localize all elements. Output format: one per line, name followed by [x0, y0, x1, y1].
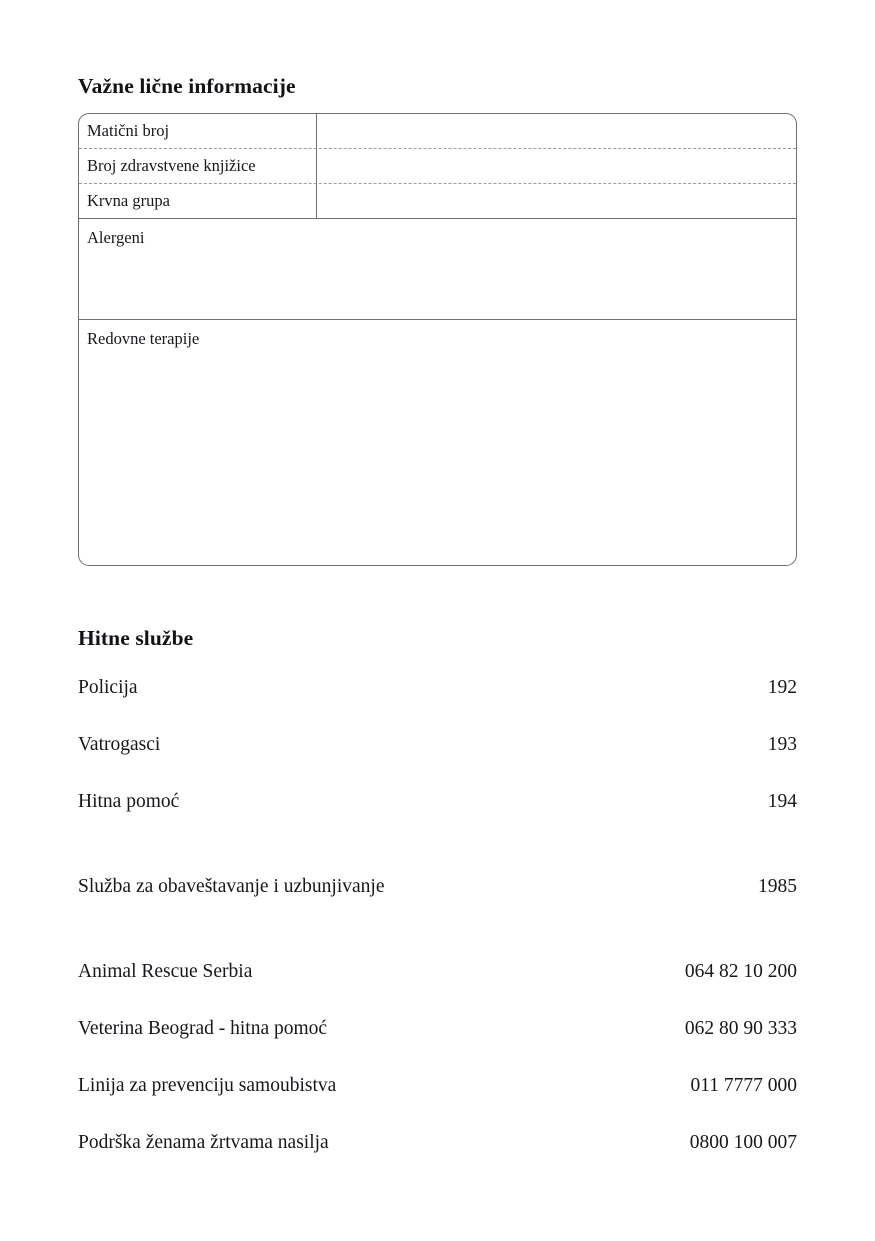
- contact-number: 192: [767, 677, 797, 698]
- contact-number: 1985: [758, 876, 797, 897]
- list-item: [78, 792, 797, 849]
- list-item: [78, 735, 797, 792]
- personal-info-heading: Važne lične informacije: [78, 74, 296, 98]
- contact-number: 064 82 10 200: [684, 961, 797, 982]
- contact-name: Hitna pomoć: [78, 791, 180, 812]
- contact-number: 0800 100 007: [689, 1132, 797, 1153]
- field-label-alergeni: Alergeni: [87, 228, 145, 247]
- list-item: [78, 1076, 797, 1133]
- list-item: [78, 962, 797, 1019]
- list-item: [78, 678, 797, 735]
- contact-number: 062 80 90 333: [684, 1018, 797, 1039]
- contact-name: Animal Rescue Serbia: [78, 961, 253, 982]
- contact-name: Policija: [78, 677, 138, 698]
- field-label-krvna-grupa: Krvna grupa: [87, 191, 170, 211]
- contact-name: Vatrogasci: [78, 734, 161, 755]
- field-label-broj-zdravstvene-knjizice: Broj zdravstvene knjižice: [87, 156, 256, 176]
- contact-name: Linija za prevenciju samoubistva: [78, 1075, 337, 1096]
- list-item: [78, 877, 797, 934]
- allergens-block: [79, 219, 796, 320]
- emergency-services-heading: Hitne službe: [78, 626, 194, 650]
- contact-name: Podrška ženama žrtvama nasilja: [78, 1132, 329, 1153]
- personal-info-card: [78, 113, 797, 566]
- contact-number: 194: [767, 791, 797, 812]
- therapies-block: [79, 320, 796, 565]
- field-label-maticni-broj: Matični broj: [87, 121, 170, 141]
- table-row: [79, 149, 796, 184]
- list-item: [78, 1019, 797, 1076]
- contact-number: 193: [767, 734, 797, 755]
- list-item: [78, 1133, 797, 1190]
- field-label-redovne-terapije: Redovne terapije: [87, 329, 200, 348]
- identification-rows-group: [79, 114, 796, 219]
- emergency-contacts-list: [78, 678, 797, 1190]
- contact-name: Služba za obaveštavanje i uzbunjivanje: [78, 876, 385, 897]
- table-row: [79, 114, 796, 149]
- contact-number: 011 7777 000: [690, 1075, 797, 1096]
- table-row: [79, 184, 796, 219]
- contact-name: Veterina Beograd - hitna pomoć: [78, 1018, 328, 1039]
